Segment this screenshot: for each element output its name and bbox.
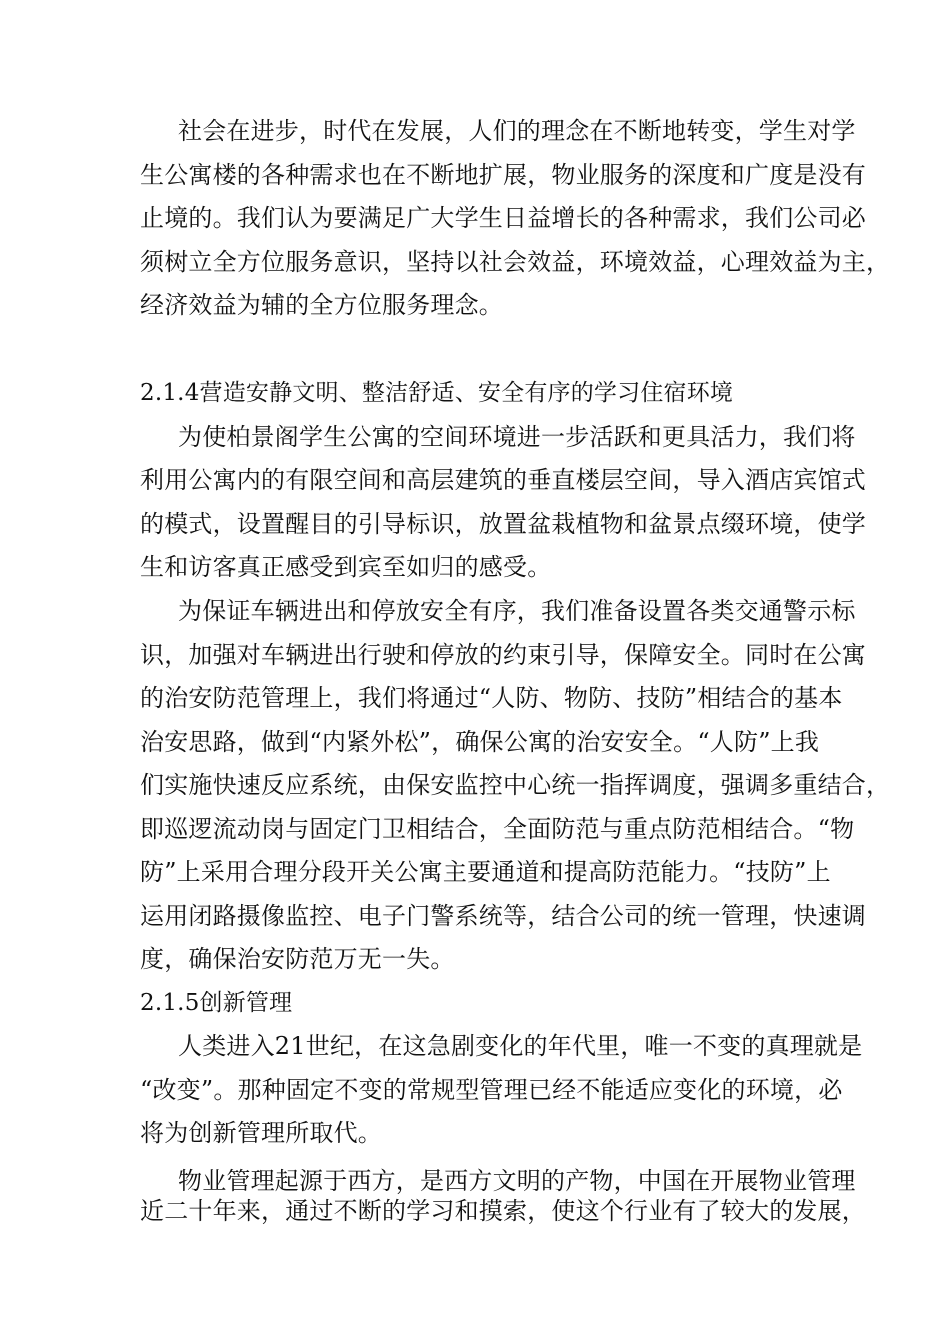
paragraph-line: 度，确保治安防范万无一失。 bbox=[140, 945, 455, 973]
paragraph-line: 识，加强对车辆进出行驶和停放的约束引导，保障安全。同时在公寓 bbox=[140, 641, 866, 669]
paragraph-line: 生和访客真正感受到宾至如归的感受。 bbox=[140, 553, 552, 581]
paragraph-line: 生公寓楼的各种需求也在不断地扩展，物业服务的深度和广度是没有 bbox=[140, 161, 866, 189]
paragraph-line: 人类进入21世纪，在这急剧变化的年代里，唯一不变的真理就是 bbox=[178, 1032, 863, 1060]
section-heading: 2.1.4营造安静文明、整洁舒适、安全有序的学习住宿环境 bbox=[140, 380, 734, 406]
paragraph-line: 防”上采用合理分段开关公寓主要通道和提高防范能力。“技防”上 bbox=[140, 858, 831, 886]
paragraph-line: 将为创新管理所取代。 bbox=[140, 1119, 382, 1147]
paragraph-line: 运用闭路摄像监控、电子门警系统等，结合公司的统一管理，快速调 bbox=[140, 902, 866, 930]
paragraph-line: 物业管理起源于西方，是西方文明的产物，中国在开展物业管理 bbox=[178, 1167, 856, 1195]
paragraph-line: 为保证车辆进出和停放安全有序，我们准备设置各类交通警示标 bbox=[178, 597, 856, 625]
paragraph-line: 为使柏景阁学生公寓的空间环境进一步活跃和更具活力，我们将 bbox=[178, 423, 856, 451]
paragraph-line: 止境的。我们认为要满足广大学生日益增长的各种需求，我们公司必 bbox=[140, 204, 866, 232]
section-heading: 2.1.5创新管理 bbox=[140, 990, 293, 1016]
paragraph-line: 利用公寓内的有限空间和高层建筑的垂直楼层空间，导入酒店宾馆式 bbox=[140, 466, 866, 494]
paragraph-line: 们实施快速反应系统，由保安监控中心统一指挥调度，强调多重结合， bbox=[140, 771, 891, 799]
paragraph-line: 的治安防范管理上，我们将通过“人防、物防、技防”相结合的基本 bbox=[140, 684, 843, 712]
paragraph-line: 须树立全方位服务意识，坚持以社会效益，环境效益，心理效益为主， bbox=[140, 248, 891, 276]
paragraph-line: 近二十年来，通过不断的学习和摸索，使这个行业有了较大的发展， bbox=[140, 1197, 866, 1225]
paragraph-line: 治安思路，做到“内紧外松”，确保公寓的治安安全。“人防”上我 bbox=[140, 728, 820, 756]
paragraph-line: 的模式，设置醒目的引导标识，放置盆栽植物和盆景点缀环境，使学 bbox=[140, 510, 866, 538]
paragraph-line: 经济效益为辅的全方位服务理念。 bbox=[140, 291, 503, 319]
paragraph-line: 社会在进步，时代在发展，人们的理念在不断地转变，学生对学 bbox=[178, 117, 856, 145]
paragraph-line: “改变”。那种固定不变的常规型管理已经不能适应变化的环境，必 bbox=[140, 1076, 843, 1104]
paragraph-line: 即巡逻流动岗与固定门卫相结合，全面防范与重点防范相结合。“物 bbox=[140, 815, 855, 843]
